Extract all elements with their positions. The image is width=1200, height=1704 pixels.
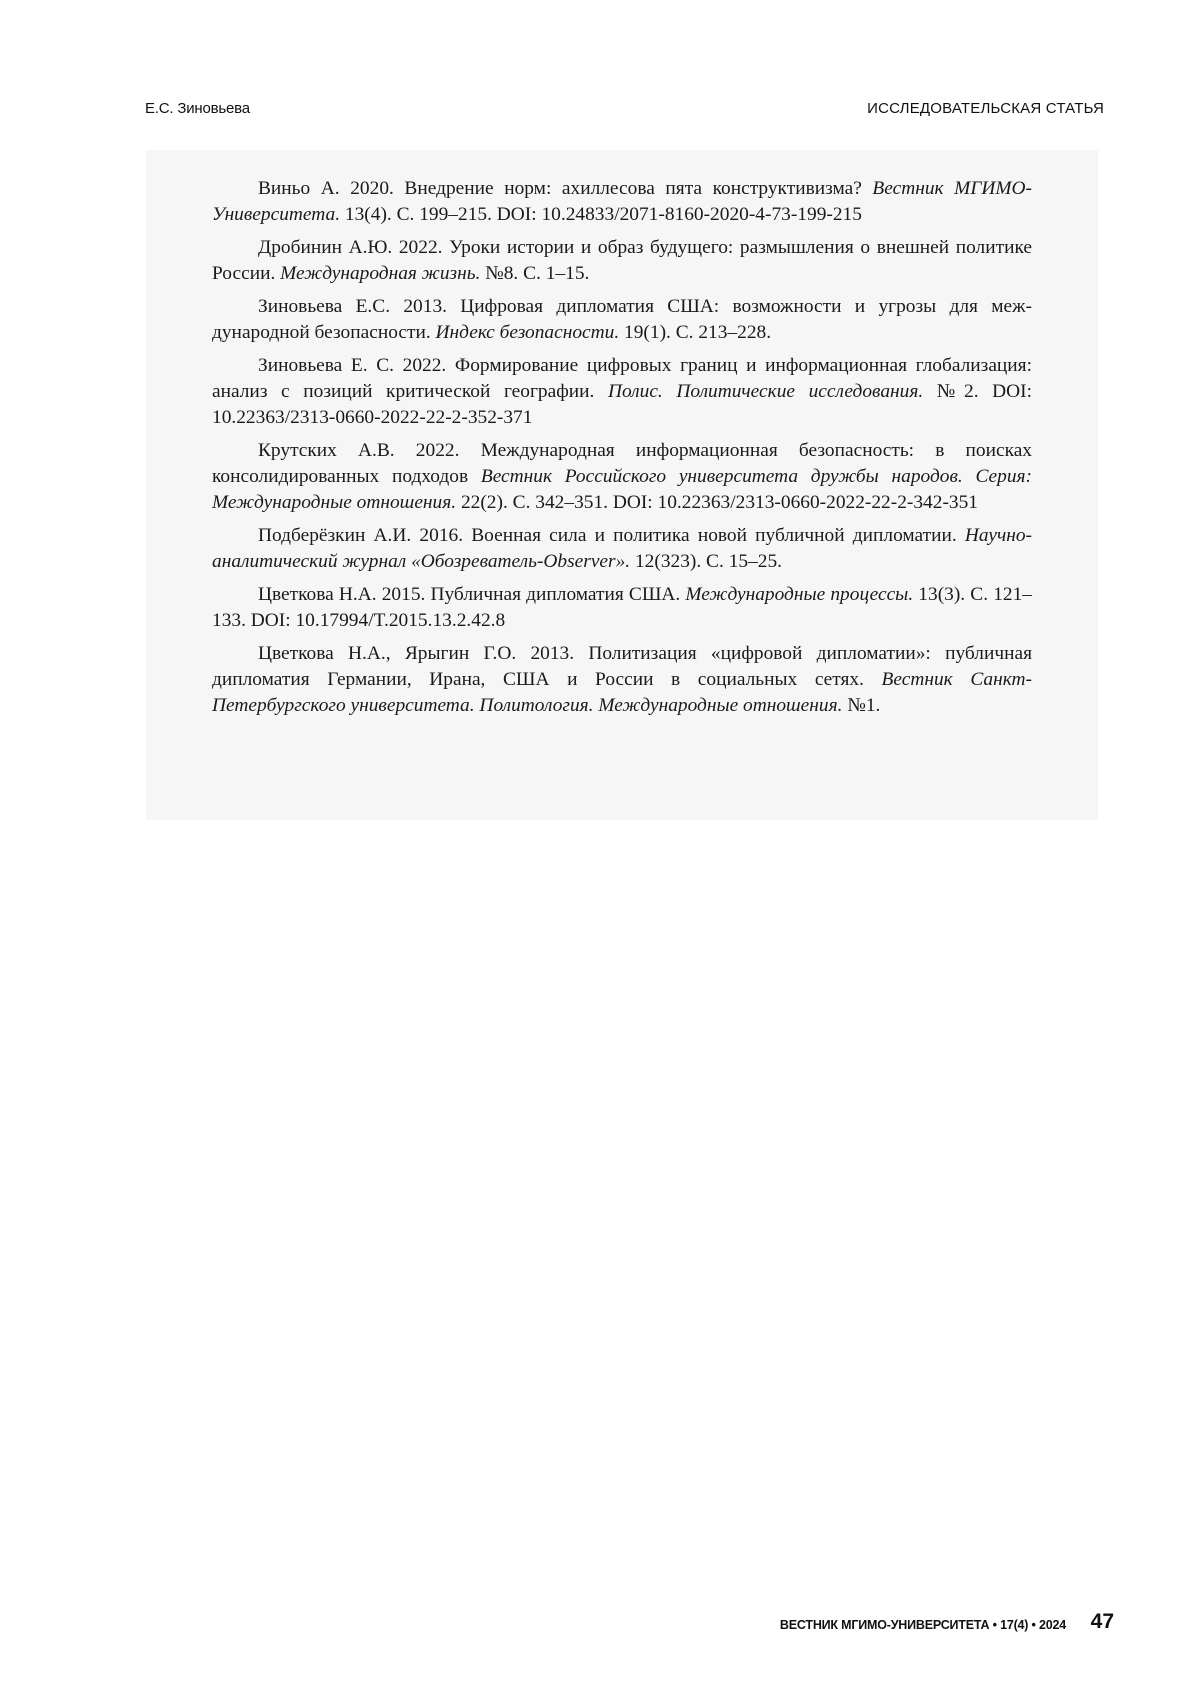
reference-item <box>212 523 1032 575</box>
reference-item <box>212 353 1032 431</box>
reference-item <box>212 582 1032 634</box>
reference-item <box>212 235 1032 287</box>
reference-authors-title: Виньо А. 2020. Внедрение норм: ахиллесова пята конструктивизма? <box>258 178 873 199</box>
reference-item <box>212 641 1032 719</box>
running-head-section: ИССЛЕДОВАТЕЛЬСКАЯ СТАТЬЯ <box>867 100 1104 117</box>
reference-item <box>212 438 1032 516</box>
reference-authors-title: Зиновьева Е. С. 2022. Формирование цифровых границ и информационная глобализация: анализ с позиций критической географии. <box>212 355 1032 402</box>
reference-item <box>212 176 1032 228</box>
running-head-author: Е.С. Зиновьева <box>145 100 250 117</box>
reference-details: 13(4). С. 199–215. DOI: 10.24833/2071-8160-2020-4-73-199-215 <box>340 204 862 225</box>
reference-authors-title: Дробинин А.Ю. 2022. Уроки истории и образ будущего: размышления о внешней политике России. <box>212 237 1032 284</box>
reference-item <box>212 294 1032 346</box>
page-number: 47 <box>1090 1610 1114 1633</box>
reference-source: Международные процессы. <box>685 584 914 605</box>
reference-authors-title: Зиновьева Е.С. 2013. Цифровая дипломатия США: возможности и угрозы для международной безопасности. <box>212 296 1032 343</box>
reference-details: 12(323). С. 15–25. <box>630 551 783 572</box>
reference-details: №2. DOI: 10.22363/2313-0660-2022-22-2-352-371 <box>212 381 1033 428</box>
reference-authors-title: Подберёзкин А.И. 2016. Военная сила и политика новой публичной дипломатии. <box>258 525 965 546</box>
reference-source: Вестник Российского университета дружбы народов. Серия: Международные отношения. <box>212 466 1032 513</box>
reference-details: 19(1). С. 213–228. <box>619 322 772 343</box>
reference-source: Полис. Политические исследования. <box>607 381 924 402</box>
reference-source: Международная жизнь. <box>280 263 481 284</box>
reference-details: 13(3). С. 121–133. DOI: 10.17994/T.2015.13.2.42.8 <box>212 584 1032 631</box>
reference-details: 22(2). С. 342–351. DOI: 10.22363/2313-0660-2022-22-2-342-351 <box>456 492 978 513</box>
reference-details: №8. С. 1–15. <box>480 263 590 284</box>
reference-source: Индекс безопасности. <box>435 322 620 343</box>
reference-source: Вестник МГИМО-Университета. <box>212 178 1032 225</box>
reference-authors-title: Цветкова Н.А., Ярыгин Г.О. 2013. Политизация «цифровой дипломатии»: публичная дипломатия Германии, Ирана, США и России в социальных сетях. <box>212 643 1032 690</box>
reference-source: Вестник Санкт-Петербургского университета. Политология. Международные отношения. <box>212 669 1032 716</box>
reference-authors-title: Цветкова Н.А. 2015. Публичная дипломатия США. <box>258 584 686 605</box>
reference-authors-title: Крутских А.В. 2022. Международная информационная безопасность: в поисках консолидированных подходов <box>212 440 1032 487</box>
reference-source: Научно-аналитический журнал «Обозреватель-Observer». <box>212 525 1032 572</box>
footer-journal-info: ВЕСТНИК МГИМО-УНИВЕРСИТЕТА • 17(4) • 2024 <box>779 1618 1066 1632</box>
references-box <box>146 150 1098 820</box>
reference-details: №1. <box>842 695 881 716</box>
